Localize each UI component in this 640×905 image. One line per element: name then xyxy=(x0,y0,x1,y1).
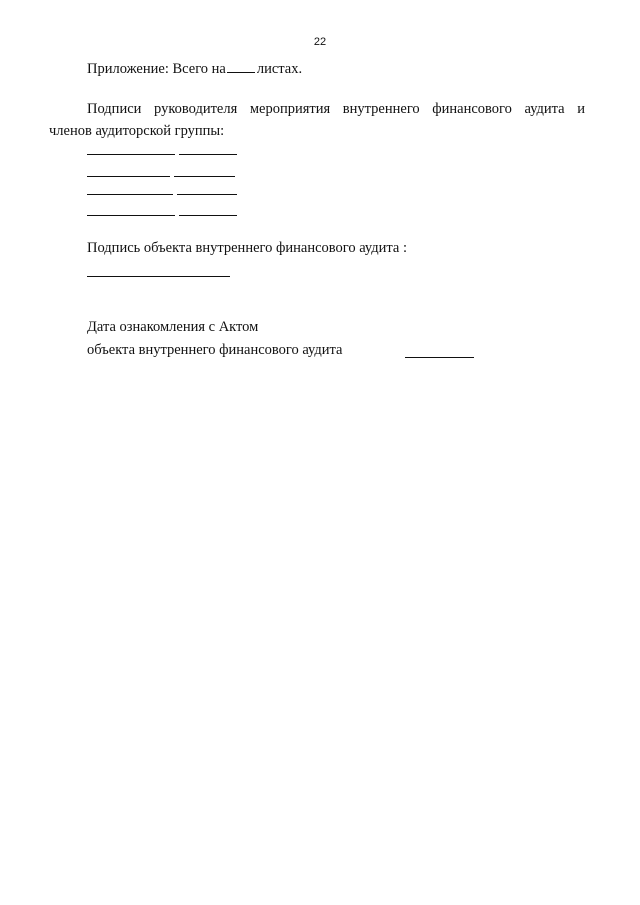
acquaintance-line-2: объекта внутреннего финансового аудита xyxy=(87,342,343,358)
attachment-suffix: листах. xyxy=(256,61,303,77)
acquaintance-date-line xyxy=(405,357,474,358)
acquaintance-line-1: Дата ознакомления с Актом xyxy=(87,319,259,335)
sheet-count-blank xyxy=(227,60,255,73)
object-signature-line xyxy=(87,276,230,277)
attachment-line xyxy=(87,60,302,78)
signatures-line-1: Подписи руководителя мероприятия внутреннего финансового аудита и xyxy=(87,101,585,117)
signature-line-4 xyxy=(87,215,237,216)
signature-line-1 xyxy=(87,154,237,155)
object-signature-label: Подпись объекта внутреннего финансового аудита : xyxy=(87,240,408,256)
page-number: 22 xyxy=(313,36,327,48)
signature-line-2 xyxy=(87,176,235,177)
signatures-paragraph xyxy=(49,98,585,142)
signature-line-3 xyxy=(87,194,237,195)
signatures-line-2: членов аудиторской группы: xyxy=(49,123,225,139)
attachment-prefix: Приложение: Всего на xyxy=(87,61,226,77)
